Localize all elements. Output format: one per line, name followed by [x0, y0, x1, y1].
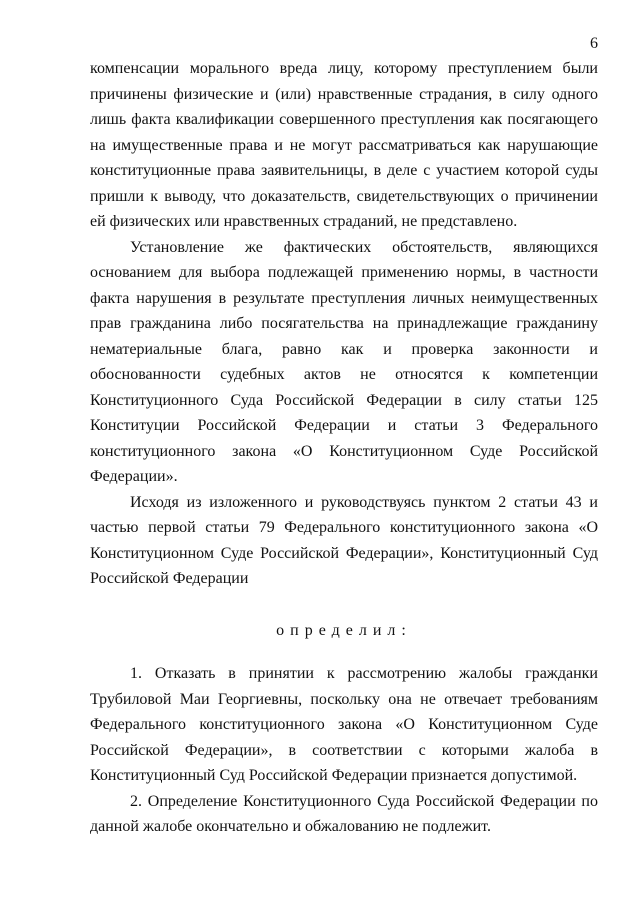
- resolution-item-2: 2. Определение Конституционного Суда Российской Федерации по данной жалобе окончательно и обжалованию не подлежит.: [90, 792, 598, 835]
- document-body: [90, 56, 598, 840]
- paragraph-basis: Исходя из изложенного и руководствуясь пунктом 2 статьи 43 и частью первой статьи 79 Федерального конституционного закона «О Конституционном Суде Российской Федерации», Конституционный Суд Российской Федерации: [90, 493, 598, 587]
- paragraph-continuation: компенсации морального вреда лицу, которому преступлением были причинены физические и (или) нравственные страдания, в силу одного лишь факта квалификации совершенного преступления как посягающего на имущественные права и не могут рассматриваться как нарушающие конституционные права заявительницы, в деле с участием которой суды пришли к выводу, что доказательств, свидетельствующих о причинении ей физических или нравственных страданий, не представлено.: [90, 60, 598, 230]
- paragraph-facts: Установление же фактических обстоятельств, являющихся основанием для выбора подлежащей применению нормы, в частности факта нарушения в результате преступления личных неимущественных прав гражданина либо посягательства на принадлежащие гражданину нематериальные блага, равно как и проверка законности и обоснованности судебных актов не относятся к компетенции Конституционного Суда Российской Федерации в силу статьи 125 Конституции Российской Федерации и статьи 3 Федерального конституционного закона «О Конституционном Суде Российской Федерации».: [90, 238, 598, 485]
- resolution-item-1: 1. Отказать в принятии к рассмотрению жалобы гражданки Трубиловой Маи Георгиевны, поскольку она не отвечает требованиям Федерального конституционного закона «О Конституционном Суде Российской Федерации», в соответствии с которыми жалоба в Конституционный Суд Российской Федерации признается допустимой.: [90, 665, 598, 784]
- decision-heading: определил:: [276, 621, 412, 639]
- page-number: 6: [590, 35, 598, 52]
